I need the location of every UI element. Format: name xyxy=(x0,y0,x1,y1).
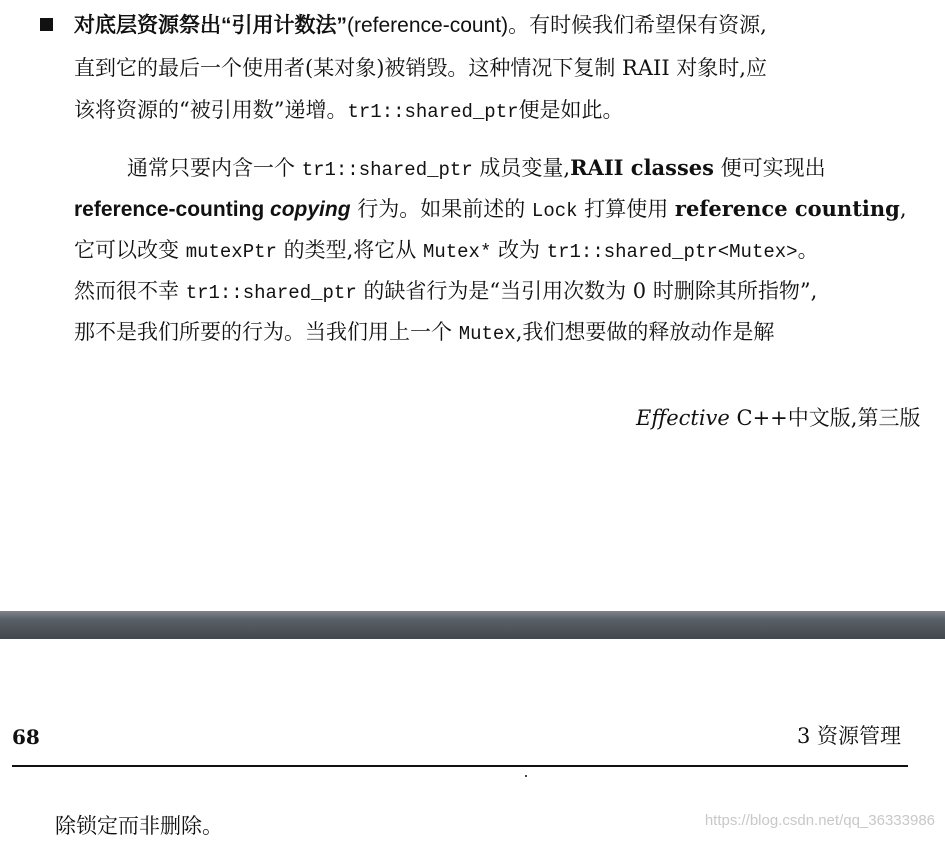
book-title-italic: Effective xyxy=(636,406,730,430)
body-text: 打算使用 xyxy=(577,197,675,221)
chapter-heading: 3 资源管理 xyxy=(796,724,901,748)
scan-speck xyxy=(525,775,527,777)
code-lock: Lock xyxy=(531,200,578,222)
body-text: 。有时候我们希望保有资源, xyxy=(508,13,767,37)
body-text: 改为 xyxy=(491,238,547,262)
body-text: 该将资源的“被引用数”递增。 xyxy=(74,98,348,122)
quoted-term: “引用计数法” xyxy=(221,14,347,37)
body-text: 它可以改变 xyxy=(74,238,186,262)
page-number: 68 xyxy=(12,725,40,749)
book-title-footer xyxy=(636,398,920,438)
body-text: 通常只要内含一个 xyxy=(127,156,302,180)
body-text: 成员变量, xyxy=(472,156,571,180)
english-term: reference-counting xyxy=(74,198,271,221)
code-shared-ptr: tr1::shared_ptr xyxy=(347,101,519,123)
body-text: 行为。如果前述的 xyxy=(350,197,532,221)
paragraph-2-line-5 xyxy=(74,314,774,352)
body-text: 然而很不幸 xyxy=(74,279,186,303)
bullet-heading: 对底层资源祭出 xyxy=(74,14,221,37)
body-text: , xyxy=(899,197,907,221)
watermark: https://blog.csdn.net/qq_36333986 xyxy=(704,812,935,829)
paragraph-1-line-2: 直到它的最后一个使用者(某对象)被销毁。这种情况下复制 RAII 对象时,应 xyxy=(74,56,767,80)
body-text: 的缺省行为是“当引用次数为 0 时删除其所指物”, xyxy=(356,279,818,303)
paragraph-2-line-1 xyxy=(127,150,826,188)
page-divider-band xyxy=(0,611,945,639)
code-mutexptr: mutexPtr xyxy=(185,241,277,263)
body-text: 的类型,将它从 xyxy=(276,238,423,262)
paragraph-2-line-4 xyxy=(74,273,817,311)
code-shared-ptr: tr1::shared_ptr xyxy=(301,159,473,181)
body-text: 便是如此。 xyxy=(518,98,624,122)
bullet-marker xyxy=(40,18,53,31)
paragraph-2-line-3 xyxy=(74,232,819,270)
english-term: (reference-count) xyxy=(347,14,509,37)
paragraph-1-line-1 xyxy=(74,7,767,44)
english-term: reference counting xyxy=(674,196,900,221)
code-mutex-pointer: Mutex* xyxy=(422,241,492,263)
body-text: 便可实现出 xyxy=(713,156,826,180)
paragraph-2-line-2 xyxy=(74,191,907,229)
english-term-italic: copying xyxy=(270,198,351,221)
code-shared-ptr: tr1::shared_ptr xyxy=(185,282,357,304)
paragraph-1-line-3 xyxy=(74,92,624,130)
body-text: 那不是我们所要的行为。当我们用上一个 xyxy=(74,320,459,344)
code-mutex: Mutex xyxy=(458,323,516,345)
body-text: ,我们想要做的释放动作是解 xyxy=(515,320,775,344)
continued-text: 除锁定而非删除。 xyxy=(55,814,223,838)
english-term: RAII classes xyxy=(570,155,714,180)
body-text: 。 xyxy=(797,238,819,262)
code-shared-ptr-mutex: tr1::shared_ptr<Mutex> xyxy=(546,241,798,263)
book-title-rest: C++中文版,第三版 xyxy=(729,406,921,430)
header-rule xyxy=(12,765,908,767)
